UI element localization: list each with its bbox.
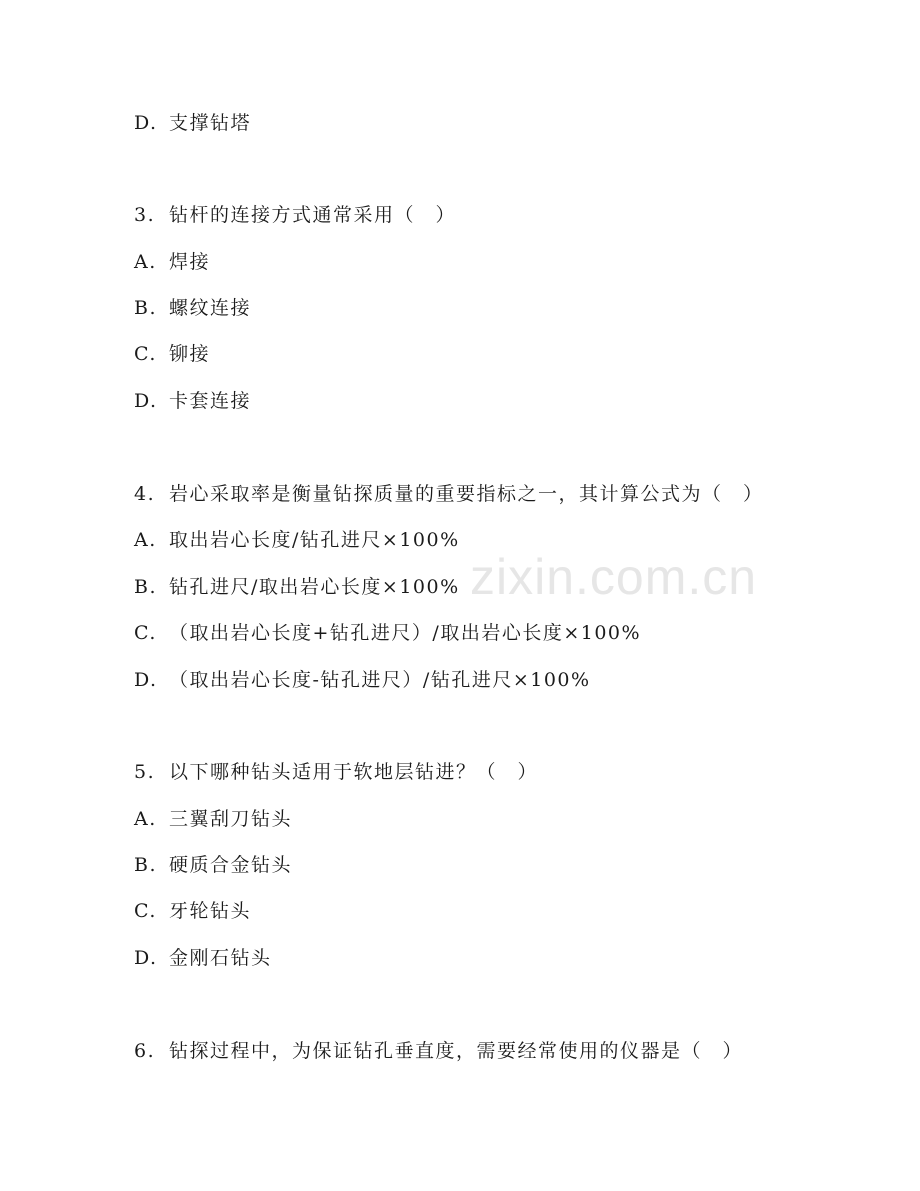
watermark: zixin.com.cn bbox=[470, 549, 758, 605]
option-text: 牙轮钻头 bbox=[169, 900, 252, 922]
option-a-q5 bbox=[134, 807, 292, 831]
option-text: 铆接 bbox=[169, 343, 211, 365]
question-text: 岩心采取率是衡量钻探质量的重要指标之一，其计算公式为（ ） bbox=[169, 483, 764, 505]
question-text: 钻杆的连接方式通常采用（ ） bbox=[169, 204, 457, 226]
option-text: （取出岩心长度+钻孔进尺）/取出岩心长度×100% bbox=[169, 622, 642, 644]
option-d-q5 bbox=[134, 946, 272, 970]
question-4 bbox=[134, 482, 764, 506]
option-a-q4 bbox=[134, 528, 460, 552]
option-text: （取出岩心长度-钻孔进尺）/钻孔进尺×100% bbox=[169, 669, 591, 691]
option-text: 卡套连接 bbox=[169, 390, 252, 412]
option-text: 支撑钻塔 bbox=[169, 112, 252, 134]
option-label: D. bbox=[134, 669, 158, 691]
option-label: C. bbox=[134, 622, 157, 644]
question-3 bbox=[134, 203, 456, 227]
option-text: 钻孔进尺/取出岩心长度×100% bbox=[169, 576, 460, 598]
question-number: 5. bbox=[134, 761, 156, 783]
option-d-q4 bbox=[134, 668, 591, 692]
question-6 bbox=[134, 1039, 743, 1063]
option-b-q4 bbox=[134, 575, 460, 599]
option-text: 焊接 bbox=[169, 251, 211, 273]
option-text: 螺纹连接 bbox=[169, 297, 252, 319]
option-label: D. bbox=[134, 390, 158, 412]
option-label: C. bbox=[134, 900, 157, 922]
option-label: C. bbox=[134, 343, 157, 365]
option-d-q3 bbox=[134, 389, 251, 413]
option-label: B. bbox=[134, 576, 158, 598]
option-b-q3 bbox=[134, 296, 251, 320]
option-c-q3 bbox=[134, 342, 210, 366]
option-b-q5 bbox=[134, 853, 292, 877]
option-text: 三翼刮刀钻头 bbox=[169, 808, 293, 830]
option-c-q5 bbox=[134, 899, 251, 923]
question-text: 以下哪种钻头适用于软地层钻进？（ ） bbox=[169, 761, 539, 783]
option-label: A. bbox=[134, 529, 157, 551]
option-a-q3 bbox=[134, 250, 210, 274]
option-label: B. bbox=[134, 854, 158, 876]
option-c-q4 bbox=[134, 621, 641, 645]
option-d-q2 bbox=[134, 111, 251, 135]
option-label: D. bbox=[134, 947, 158, 969]
question-text: 钻探过程中，为保证钻孔垂直度，需要经常使用的仪器是（ ） bbox=[169, 1040, 744, 1062]
option-label: B. bbox=[134, 297, 158, 319]
option-text: 取出岩心长度/钻孔进尺×100% bbox=[169, 529, 460, 551]
question-5 bbox=[134, 760, 538, 784]
option-text: 硬质合金钻头 bbox=[169, 854, 293, 876]
option-label: A. bbox=[134, 808, 157, 830]
option-label: D. bbox=[134, 112, 158, 134]
option-text: 金刚石钻头 bbox=[169, 947, 272, 969]
option-label: A. bbox=[134, 251, 157, 273]
question-number: 4. bbox=[134, 483, 156, 505]
question-number: 3. bbox=[134, 204, 156, 226]
question-number: 6. bbox=[134, 1040, 156, 1062]
